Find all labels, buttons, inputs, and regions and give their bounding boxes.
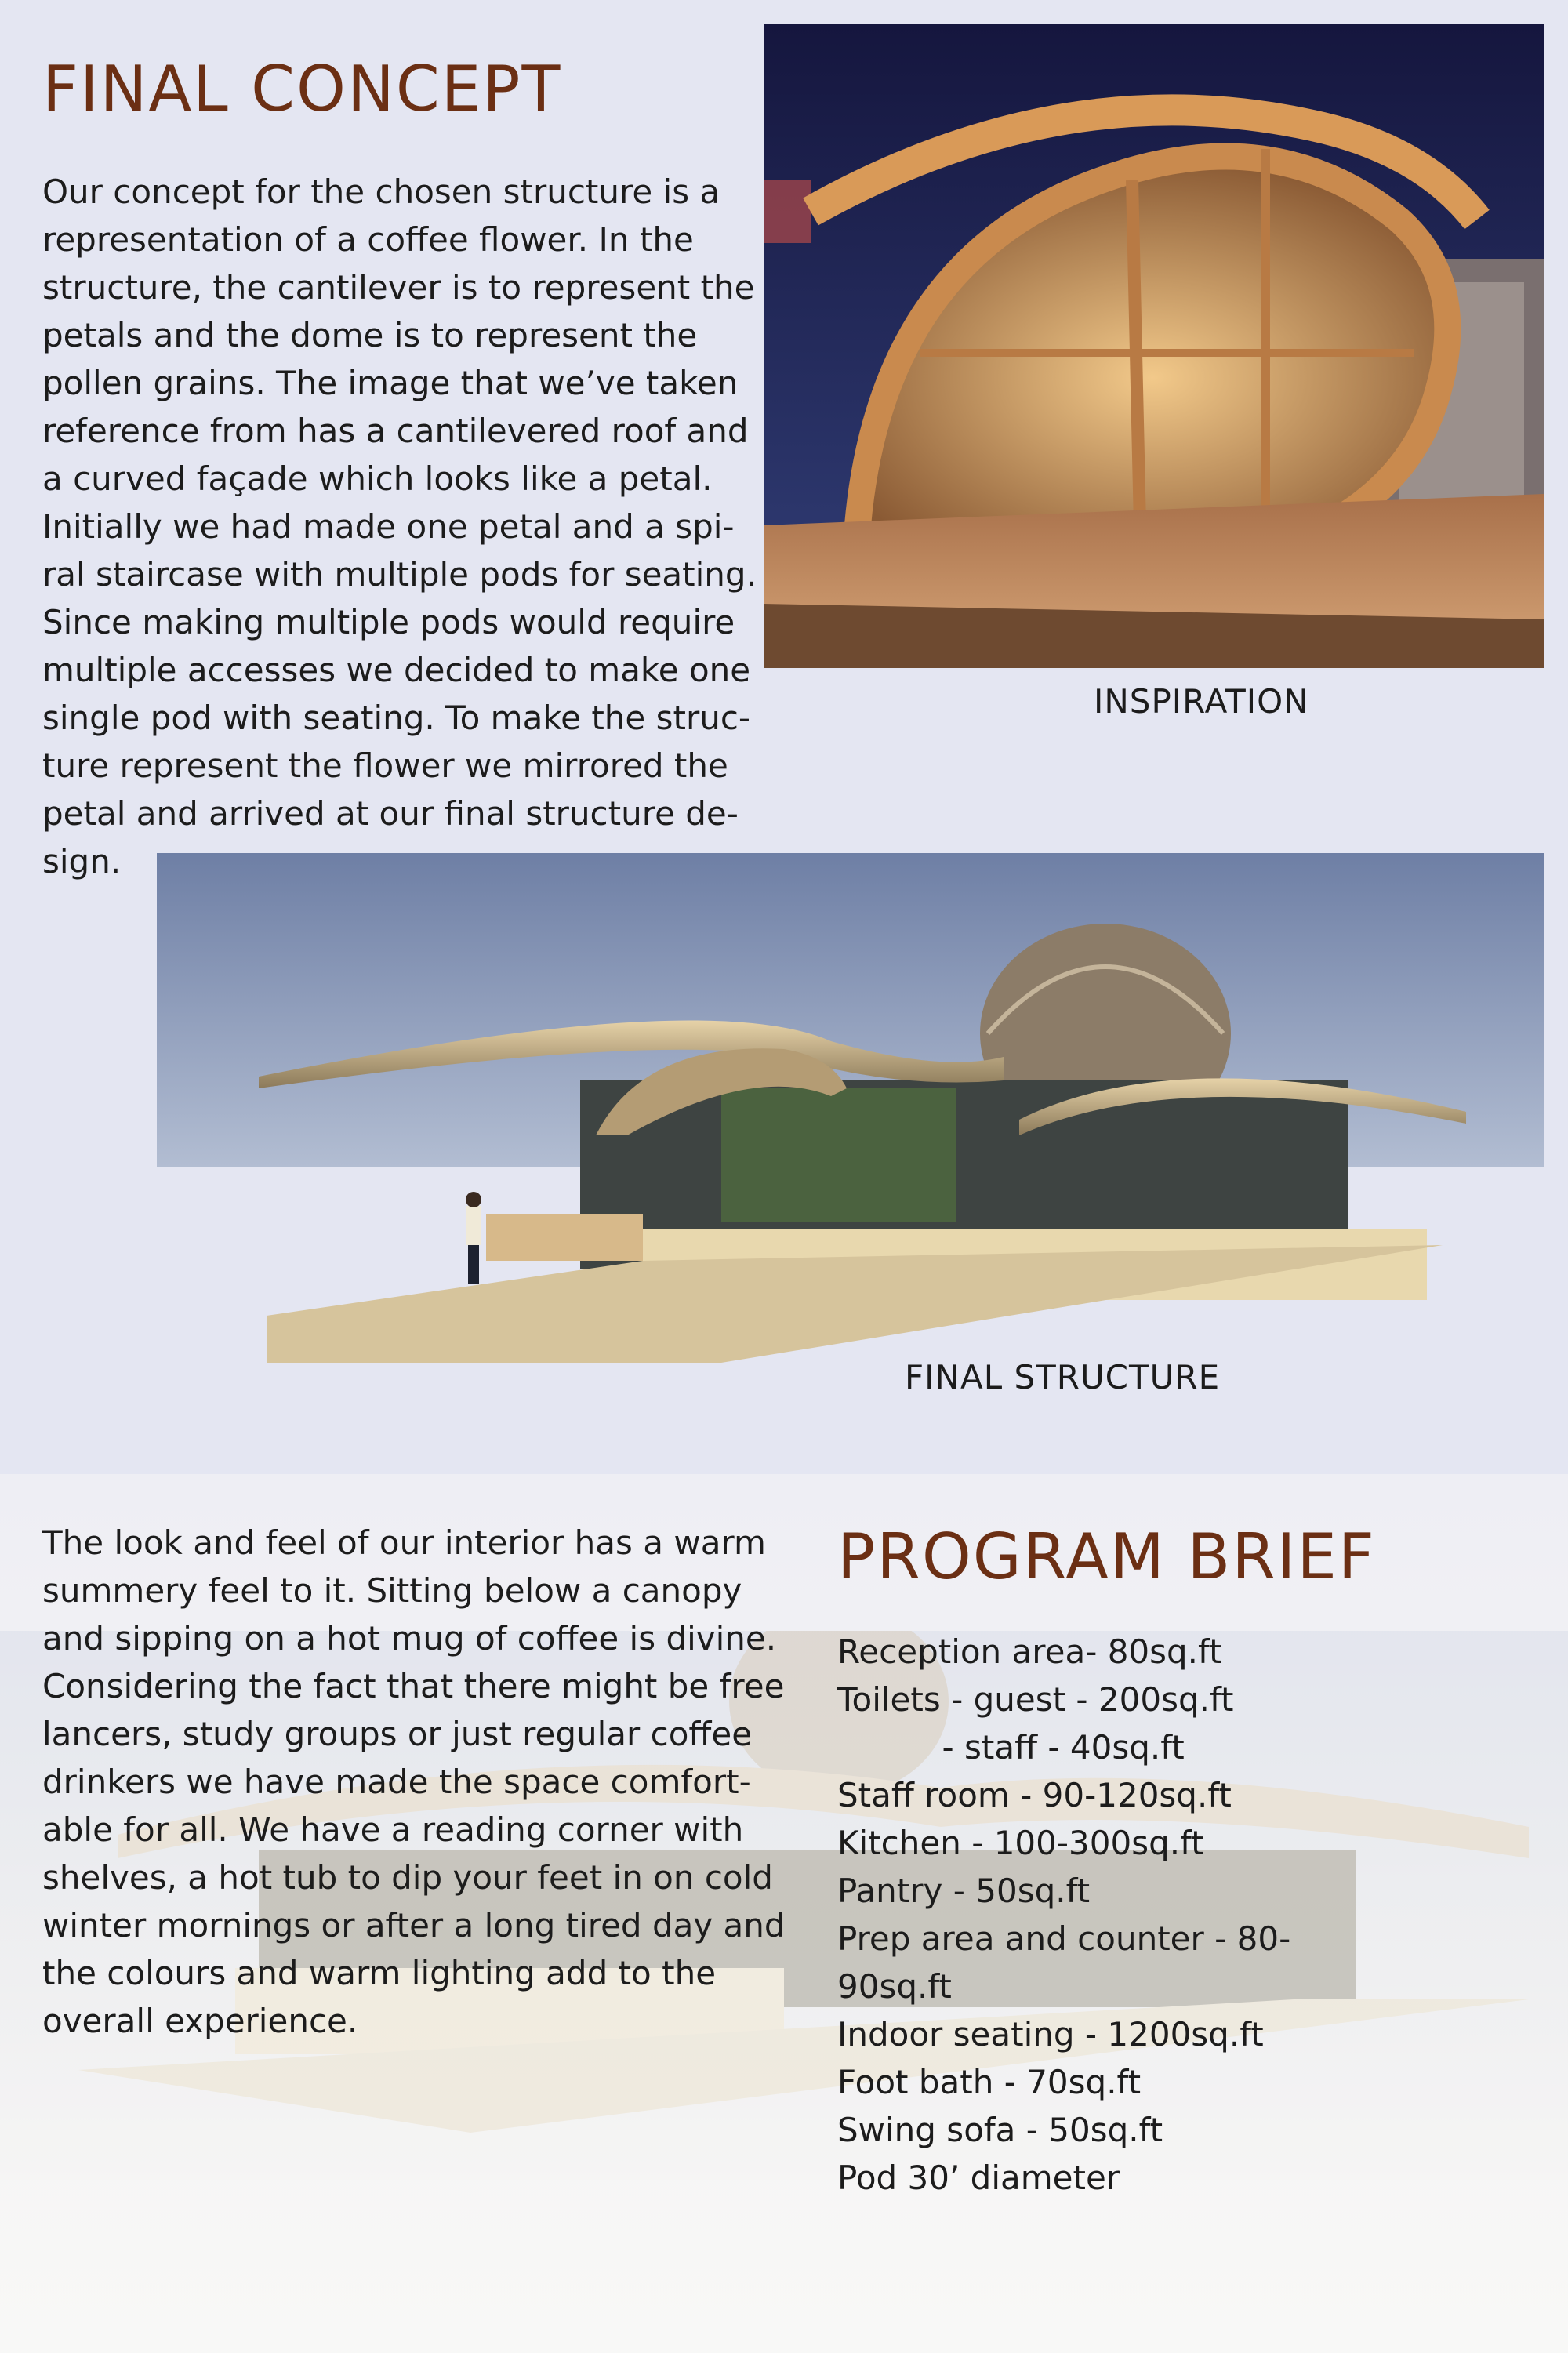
program-item-swing-sofa: Swing sofa - 50sq.ft	[837, 2111, 1163, 2149]
program-item-kitchen: Kitchen - 100-300sq.ft	[837, 1824, 1204, 1862]
program-brief-list	[837, 1628, 1290, 2202]
inspiration-image	[764, 24, 1544, 668]
program-item-foot-bath: Foot bath - 70sq.ft	[837, 2063, 1142, 2101]
program-brief-heading: PROGRAM BRIEF	[837, 1520, 1376, 1593]
final-structure-image	[157, 853, 1544, 1363]
concept-paragraph: Our concept for the chosen structure is a representation of a coffee flower. In the structure, the cantilever is to represent the petals and the dome is to represent the pollen grains. The image that we’ve taken reference from has a cantilevered roof and a curved façade which looks like a petal. Initially we had made one petal and a spi- ral staircase with multiple pods for seating. Since making multiple pods would require multiple accesses we decided to make one single pod with seating. To make the struc- ture represent the flower we mirrored the petal and arrived at our final structure de- sign.	[42, 172, 757, 881]
program-item-pantry: Pantry - 50sq.ft	[837, 1872, 1091, 1910]
final-concept-heading: FINAL CONCEPT	[42, 53, 562, 125]
program-item-indoor-seating: Indoor seating - 1200sq.ft	[837, 2015, 1264, 2053]
program-item-staff-room: Staff room - 90-120sq.ft	[837, 1776, 1232, 1814]
final-structure-caption: FINAL STRUCTURE	[905, 1358, 1221, 1396]
program-item-pod: Pod 30’ diameter	[837, 2159, 1120, 2197]
program-item-prep-area: Prep area and counter - 80-	[837, 1919, 1291, 1958]
inspiration-caption: INSPIRATION	[1094, 682, 1309, 721]
program-item-toilets-staff: - staff - 40sq.ft	[837, 1728, 1185, 1767]
interior-paragraph: The look and feel of our interior has a warm summery feel to it. Sitting below a canopy and sipping on a hot mug of coffee is divine. Considering the fact that there might be free lancers, study groups or just regular coffee drinkers we have made the space comfort- able for all. We have a reading corner with shelves, a hot tub to dip your feet in on cold winter mornings or after a long tired day and the colours and warm lighting add to the overall experience.	[42, 1523, 786, 2040]
program-item-reception: Reception area- 80sq.ft	[837, 1632, 1222, 1671]
program-item-prep-area-cont: 90sq.ft	[837, 1967, 952, 2006]
program-item-toilets-guest: Toilets - guest - 200sq.ft	[837, 1680, 1234, 1719]
